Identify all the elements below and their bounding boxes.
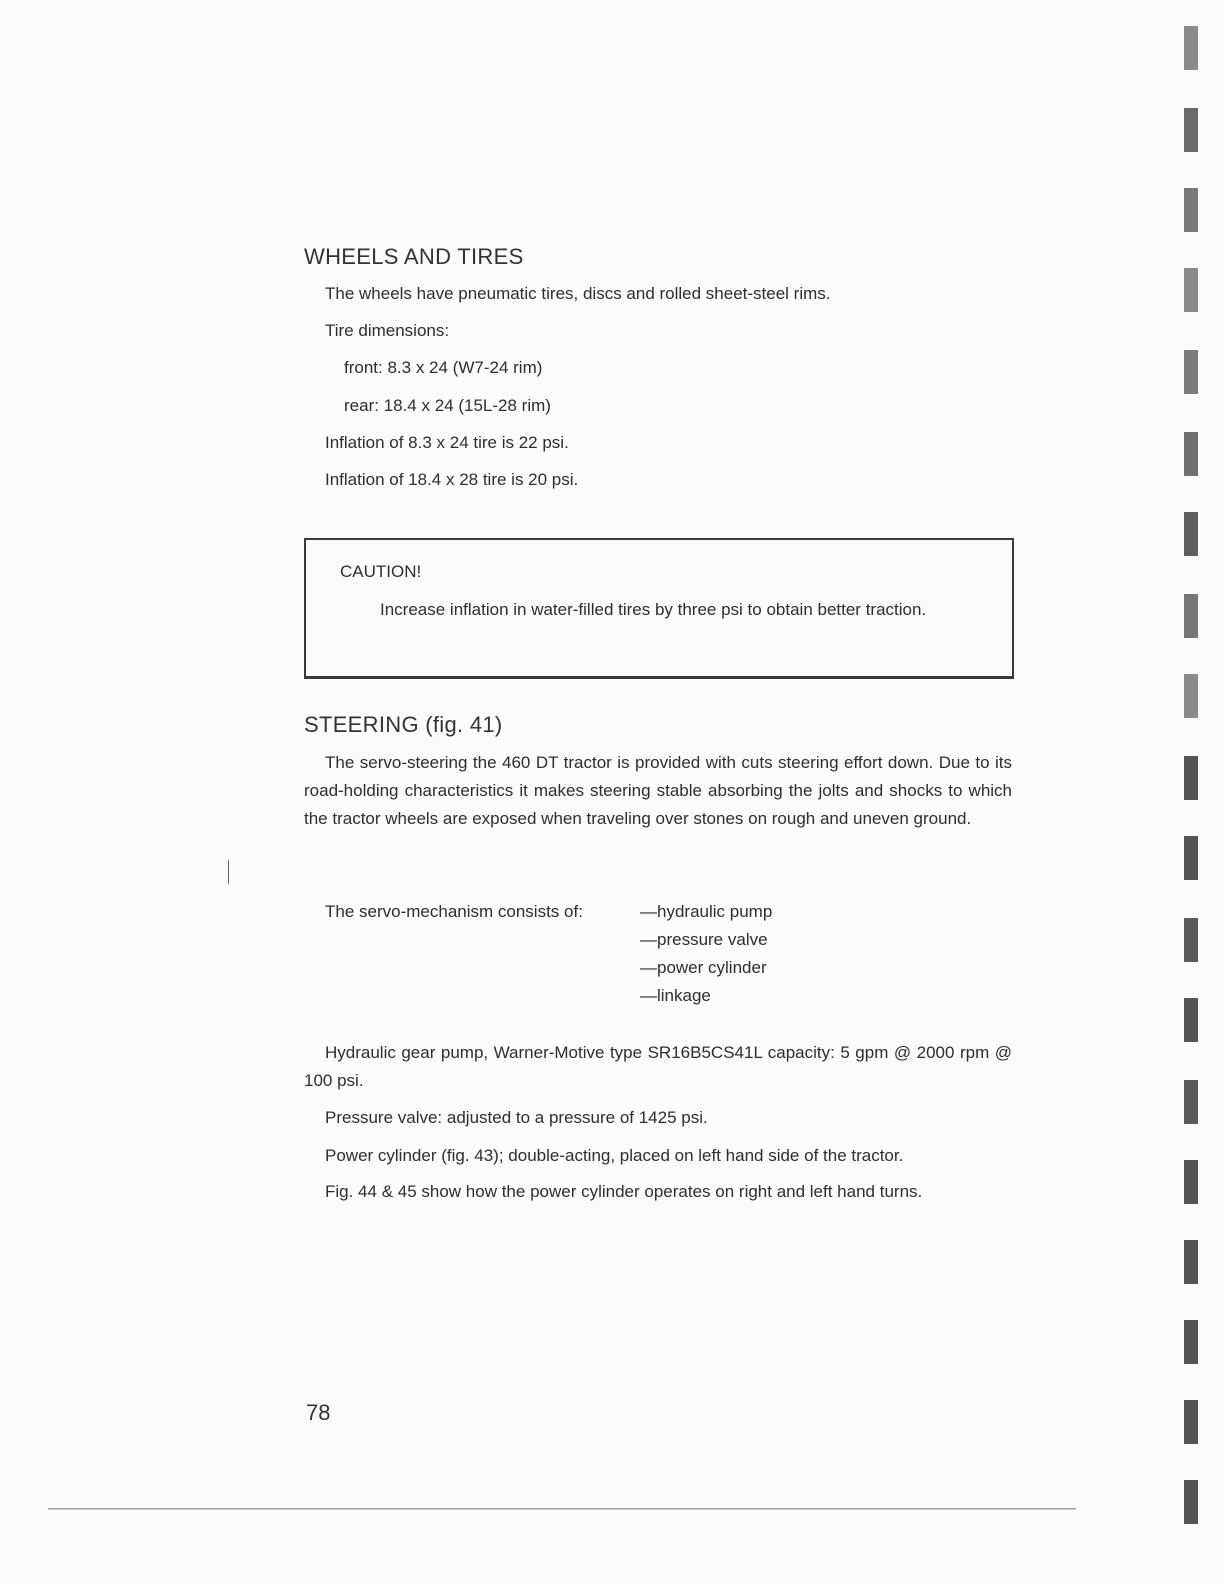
binder-tab xyxy=(1184,512,1198,556)
pump-spec: Hydraulic gear pump, Warner-Motive type SR16B5CS41L capacity: 5 gpm @ 2000 rpm @ 100 psi. xyxy=(304,1043,1012,1090)
inflation-front: Inflation of 8.3 x 24 tire is 22 psi. xyxy=(325,433,569,452)
servo-mechanism-list xyxy=(640,898,772,1010)
binder-tab xyxy=(1184,756,1198,800)
list-item: — hydraulic pump xyxy=(640,898,772,926)
binder-tab xyxy=(1184,108,1198,152)
tire-dimensions-label: Tire dimensions: xyxy=(325,321,450,340)
binder-tab xyxy=(1184,674,1198,718)
binder-tab xyxy=(1184,1160,1198,1204)
binder-tab xyxy=(1184,188,1198,232)
tire-front-dimension: front: 8.3 x 24 (W7-24 rim) xyxy=(344,358,543,377)
list-item: — power cylinder xyxy=(640,954,772,982)
steering-heading: STEERING (fig. 41) xyxy=(304,712,503,737)
inflation-rear: Inflation of 18.4 x 28 tire is 20 psi. xyxy=(325,470,579,489)
binder-tab xyxy=(1184,918,1198,962)
binder-tab xyxy=(1184,594,1198,638)
page-number: 78 xyxy=(306,1400,331,1425)
bottom-rule xyxy=(48,1508,1076,1510)
caution-box xyxy=(304,538,1014,679)
binder-tab xyxy=(1184,268,1198,312)
tire-rear-dimension: rear: 18.4 x 24 (15L-28 rim) xyxy=(344,396,551,415)
binder-tab xyxy=(1184,1240,1198,1284)
binder-tab xyxy=(1184,1080,1198,1124)
binder-tab xyxy=(1184,350,1198,394)
wheels-intro: The wheels have pneumatic tires, discs and rolled sheet-steel rims. xyxy=(325,284,831,303)
binder-tab xyxy=(1184,836,1198,880)
figures-note: Fig. 44 & 45 show how the power cylinder operates on right and left hand turns. xyxy=(325,1182,923,1201)
valve-spec: Pressure valve: adjusted to a pressure of 1425 psi. xyxy=(325,1108,708,1127)
binder-tab xyxy=(1184,432,1198,476)
list-item: — pressure valve xyxy=(640,926,772,954)
cylinder-spec: Power cylinder (fig. 43); double-acting, placed on left hand side of the tractor. xyxy=(325,1146,904,1165)
binder-tab xyxy=(1184,998,1198,1042)
binder-tab xyxy=(1184,1320,1198,1364)
binder-tab xyxy=(1184,1480,1198,1524)
binder-tab xyxy=(1184,26,1198,70)
scan-mark xyxy=(228,860,229,884)
wheels-heading: WHEELS AND TIRES xyxy=(304,244,524,269)
list-item: — linkage xyxy=(640,982,772,1010)
caution-body: Increase inflation in water-filled tires by three psi to obtain better traction. xyxy=(380,600,927,619)
caution-title: CAUTION! xyxy=(340,562,422,581)
servo-mechanism-label: The servo-mechanism consists of: xyxy=(325,902,583,921)
binder-tab xyxy=(1184,1400,1198,1444)
steering-intro: The servo-steering the 460 DT tractor is provided with cuts steering effort down. Due to its road-holding characteristics it makes steering stable absorbing the jolts and shocks to which the tractor wheels are exposed when traveling over stones on rough and uneven ground. xyxy=(304,753,1012,828)
